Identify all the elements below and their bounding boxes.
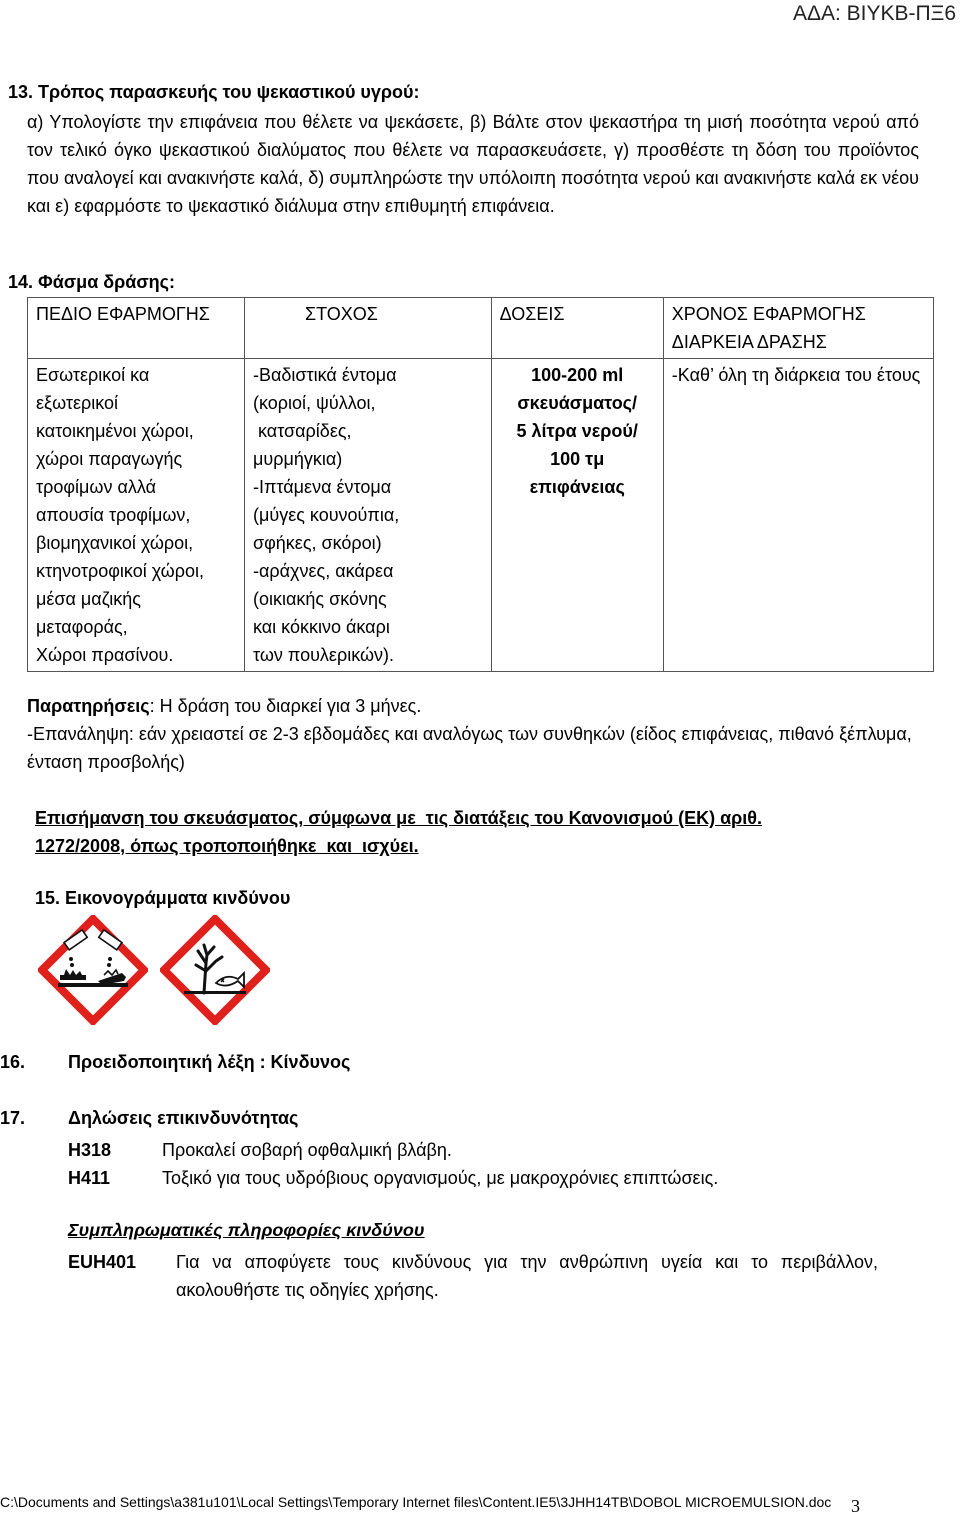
notes-label: Παρατηρήσεις: [27, 696, 150, 716]
hazard-text: Τοξικό για τους υδρόβιους οργανισμούς, με μακροχρόνιες επιπτώσεις.: [162, 1168, 719, 1188]
section-17: [0, 1108, 299, 1129]
field-line: χώροι παραγωγής: [36, 449, 183, 469]
corrosion-pictogram-icon: [38, 915, 148, 1025]
target-line: -αράχνες, ακάρεα: [253, 561, 394, 581]
field-line: απουσία τροφίμων,: [36, 505, 191, 525]
header-doses: ΔΟΣΕΙΣ: [491, 298, 663, 359]
notes-text-1: : Η δράση του διαρκεί για 3 μήνες.: [149, 696, 422, 716]
header-field: ΠΕΔΙΟ ΕΦΑΡΜΟΓΗΣ: [28, 298, 245, 359]
target-line: (οικιακής σκόνης: [253, 589, 387, 609]
dose-line: 100 τμ: [550, 449, 605, 469]
target-line: σφήκες, σκόροι): [253, 533, 382, 553]
table-row: [28, 359, 934, 672]
field-line: κτηνοτροφικοί χώροι,: [36, 561, 204, 581]
target-cell: [245, 359, 492, 672]
notes-line-1: [27, 692, 927, 720]
table-header-row: [28, 298, 934, 359]
field-line: μέσα μαζικής: [36, 589, 141, 609]
labeling-title: [35, 804, 915, 860]
field-cell: [28, 359, 245, 672]
labeling-line-1: Επισήμανση του σκευάσματος, σύμφωνα με τις διατάξεις του Κανονισμού (ΕΚ) αριθ.: [35, 808, 763, 828]
target-line: κατσαρίδες,: [253, 421, 352, 441]
section-17-number: 17.: [0, 1108, 26, 1128]
dose-line: επιφάνειας: [529, 477, 625, 497]
section-17-title: Δηλώσεις επικινδυνότητας: [68, 1108, 299, 1128]
target-line: -Ιπτάμενα έντομα: [253, 477, 392, 497]
hazard-statement-row: [0, 1136, 960, 1164]
header-period: [663, 298, 933, 359]
hazard-code: H411: [68, 1168, 111, 1188]
dose-line: 100-200 ml: [531, 365, 624, 385]
header-period-line1: ΧΡΟΝΟΣ ΕΦΑΡΜΟΓΗΣ: [671, 304, 866, 324]
notes-block: [27, 692, 927, 776]
section-16-number: 16.: [0, 1052, 26, 1072]
page-number: 3: [851, 1496, 860, 1516]
environment-pictogram-icon: [160, 915, 270, 1025]
target-line: (κοριοί, ψύλλοι,: [253, 393, 376, 413]
field-line: τροφίμων αλλά: [36, 477, 156, 497]
hazard-text: Προκαλεί σοβαρή οφθαλμική βλάβη.: [162, 1140, 452, 1160]
footer-file-path: C:\Documents and Settings\a381u101\Local Settings\Temporary Internet files\Content.IE5\3JHH14TB\DOBOL MICROEMULSION.doc: [0, 1494, 832, 1510]
labeling-line-2: 1272/2008, όπως τροποποιήθηκε και ισχύει.: [35, 836, 419, 856]
section-16: [0, 1052, 351, 1073]
target-line: (μύγες κουνούπια,: [253, 505, 400, 525]
period-cell: -Καθ’ όλη τη διάρκεια του έτους: [663, 359, 933, 672]
euh-code: EUH401: [68, 1252, 137, 1272]
dose-cell: [491, 359, 663, 672]
section-13-body: α) Υπολογίστε την επιφάνεια που θέλετε να ψεκάσετε, β) Βάλτε στον ψεκαστήρα τη μισή ποσότητα νερού από τον τελικό όγκο ψεκαστικού διαλύματος που θέλετε να παρασκευάσετε, γ) προσθέστε τη δόση του προϊόντος που αναλογεί και ανακινήστε καλά, δ) συμπληρώστε την υπόλοιπη ποσότητα νερού και ανακινήστε καλά εκ νέου και ε) εφαρμόστε το ψεκαστικό διάλυμα στην επιθυμητή επιφάνεια.: [27, 112, 919, 216]
field-line: βιομηχανικοί χώροι,: [36, 533, 194, 553]
ada-code: ΑΔΑ: ΒΙΥΚΒ-ΠΞ6: [792, 2, 956, 25]
field-line: μεταφοράς,: [36, 617, 128, 637]
field-line: κατοικημένοι χώροι,: [36, 421, 194, 441]
hazard-statement-row: [0, 1164, 960, 1192]
section-15-title: 15. Εικονογράμματα κινδύνου: [35, 888, 291, 908]
header-target: ΣΤΟΧΟΣ: [245, 298, 492, 359]
section-14-title: 14. Φάσμα δράσης:: [8, 272, 176, 292]
target-line: μυρμήγκια): [253, 449, 343, 469]
section-13-title: 13. Τρόπος παρασκευής του ψεκαστικού υγρού:: [8, 82, 420, 102]
header-period-line2: ΔΙΑΡΚΕΙΑ ΔΡΑΣΗΣ: [671, 332, 827, 352]
dose-line: 5 λίτρα νερού/: [516, 421, 638, 441]
signal-word: Προειδοποιητική λέξη : Κίνδυνος: [68, 1052, 351, 1072]
spectrum-table: [27, 297, 934, 672]
target-line: -Βαδιστικά έντομα: [253, 365, 397, 385]
field-line: εξωτερικοί: [36, 393, 119, 413]
euh-text: Για να αποφύγετε τους κινδύνους για την ανθρώπινη υγεία και το περιβάλλον, ακολουθήστε τις οδηγίες χρήσης.: [176, 1252, 878, 1300]
hazard-code: H318: [68, 1140, 112, 1160]
field-line: Εσωτερικοί κα: [36, 365, 150, 385]
target-line: και κόκκινο άκαρι: [253, 617, 390, 637]
notes-text-2: -Επανάληψη: εάν χρειαστεί σε 2-3 εβδομάδες και αναλόγως των συνθηκών (είδος επιφάνειας, πιθανό ξέπλυμα, ένταση προσβολής): [27, 724, 912, 772]
supplementary-title: Συμπληρωματικές πληροφορίες κινδύνου: [68, 1220, 425, 1240]
target-line: των πουλερικών).: [253, 645, 395, 665]
dose-line: σκευάσματος/: [517, 393, 638, 413]
field-line: Χώροι πρασίνου.: [36, 645, 174, 665]
